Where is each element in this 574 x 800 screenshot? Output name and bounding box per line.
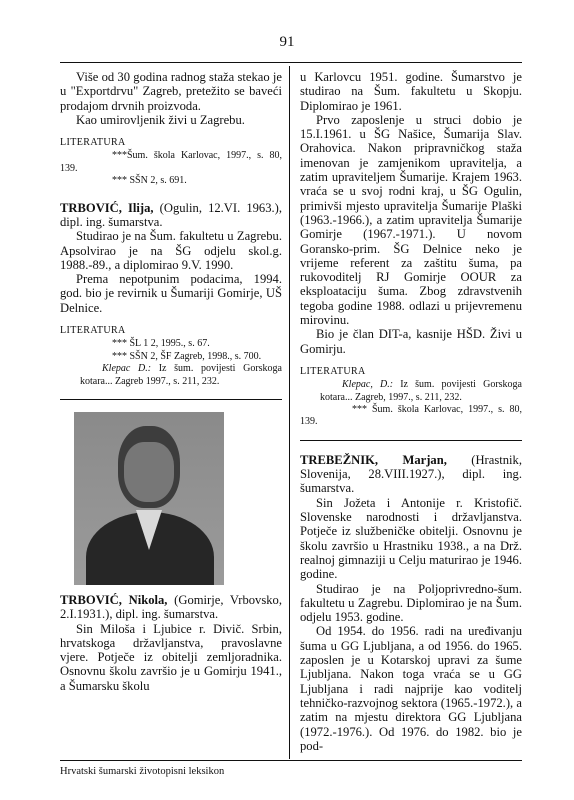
footer-rule <box>60 760 522 761</box>
reference-text: Iz šum. povijesti Gorskoga kotara... Zagreb 1997., s. 211, 232. <box>80 363 282 387</box>
entry-name: TRBOVIĆ, Nikola, <box>60 593 168 607</box>
page-number: 91 <box>279 34 295 50</box>
entry-paragraph: Prvo zaposlenje u struci dobio je 15.I.1961. u ŠG Našice, Šumarija Slav. Orahovica. Nakon pripravničkog staža imenovan je zamjenikom upravitelja, a zatim upraviteljem Šumarije. Krajem 1963. vraća se u svoj rodni kraj, u ŠG Ogulin, primivši mjesto upravitelja Šumarije Plaški (1963.-1966.), a zatim upravitelja Šumarije Gomirje (1967.-1971.). U novom Goransko-prim. ŠG Delnice neko je vrijeme referent za zaštitu šuma, pa rukovoditelj RJ Gomirje OOUR za eksploataciju šuma. Zbog zdravstvenih tegoba godine 1988. odlazi u prijevremenu mirovinu. <box>300 112 522 328</box>
section-divider <box>300 440 522 441</box>
entry-paragraph: Od 1954. do 1956. radi na uređivanju šuma u GG Ljubljana, a od 1956. do 1965. zaposlen je u Kotarskoj upravi za šume Ljubljana. Nakon toga vraća se u GG Ljubljana i radi najprije kao voditelj tehničko-razvojnog sektora (1965.-1972.), a zatim na mjestu direktora GG Ljubljana (1972.-1976.). Od 1976. do 1982. bio je pod- <box>300 624 522 753</box>
left-column <box>60 70 282 693</box>
reference: *** ŠL 1 2, 1995., s. 67. <box>112 338 210 350</box>
entry-paragraph: Sin Jožeta i Antonije r. Kristofič. Slovenske narodnosti i državljanstva. Potječe iz službeničke obitelji. Osnovnu je školu završio u Hrastniku 1938., a na Drž. realnoj gimnaziji u Celju maturirao je 1946. godine. <box>300 495 522 582</box>
entry-paragraph: Studirao je na Poljoprivredno-šum. fakultetu u Zagrebu. Diplomirao je na Šum. odjelu 1953. godine. <box>300 581 522 625</box>
right-column <box>300 70 522 753</box>
entry-heading-marjan <box>300 453 522 496</box>
intro-paragraph: Više od 30 godina radnog staža stekao je u "Exportdrvu" Zagreb, pretežito se baveći prodajom drvnih proizvoda. <box>60 70 282 113</box>
entry-paragraph: Prema nepotpunim podacima, 1994. god. bio je revirnik u Šumariji Gomirje, UŠ Delnice. <box>60 272 282 315</box>
entry-name: TREBEŽNIK, Marjan, <box>300 452 447 467</box>
reference: ***Šum. škola Karlovac, 1997., s. 80, 139. <box>60 150 282 174</box>
intro-paragraph-2: Kao umirovljenik živi u Zagrebu. <box>76 112 245 127</box>
entry-name: TRBOVIĆ, Ilija, <box>60 200 154 215</box>
portrait-photo <box>74 412 224 585</box>
reference <box>60 363 282 388</box>
entry-dates: (Hrastnik, Slovenija, 28.VIII.1927.), dipl. ing. šumarstva. <box>300 452 522 496</box>
entry-paragraph: Bio je član DIT-a, kasnije HŠD. Živi u Gomirju. <box>300 327 522 356</box>
reference-text: Iz šum. povijesti Gorskoga kotara... Zagreb, 1997., s. 211, 232. <box>320 379 522 403</box>
entry-heading-nikola <box>60 593 282 622</box>
reference-author: Klepac, D.: <box>342 379 394 391</box>
header-rule <box>60 62 522 63</box>
reference: *** SŠN 2, ŠF Zagreb, 1998., s. 700. <box>112 350 262 362</box>
column-divider <box>289 66 290 759</box>
literature-heading: LITERATURA <box>60 325 126 337</box>
entry-dates: (Ogulin, 12.VI. 1963.), dipl. ing. šumarstva. <box>60 200 283 229</box>
entry-dates: (Gomirje, Vrbovsko, 2.I.1931.), dipl. ing. šumarstva. <box>60 593 282 622</box>
footer-title: Hrvatski šumarski životopisni leksikon <box>60 766 225 777</box>
literature-heading: LITERATURA <box>60 137 126 149</box>
entry-paragraph: Studirao je na Šum. fakultetu u Zagrebu. Apsolvirao je na ŠG odjelu skol.g. 1988.-89., a diplomirao 9.V. 1990. <box>60 229 282 272</box>
reference: *** Šum. škola Karlovac, 1997., s. 80, 139. <box>300 404 522 428</box>
literature-heading: LITERATURA <box>300 365 366 377</box>
entry-paragraph: u Karlovcu 1951. godine. Šumarstvo je studirao na Šum. fakultetu u Skopju. Diplomirao je 1961. <box>300 70 522 113</box>
reference: *** SŠN 2, s. 691. <box>112 175 187 187</box>
reference-author: Klepac D.: <box>102 363 152 375</box>
entry-heading-ilija <box>60 201 282 230</box>
entry-paragraph: Sin Miloša i Ljubice r. Divič. Srbin, hrvatskoga državljanstva, pravoslavne vjere. Potječe iz obitelji zemljoradnika. Osnovnu školu završio je u Gomirju 1941., a Šumarsku školu <box>60 621 282 693</box>
reference <box>300 379 522 404</box>
section-divider <box>60 399 282 400</box>
